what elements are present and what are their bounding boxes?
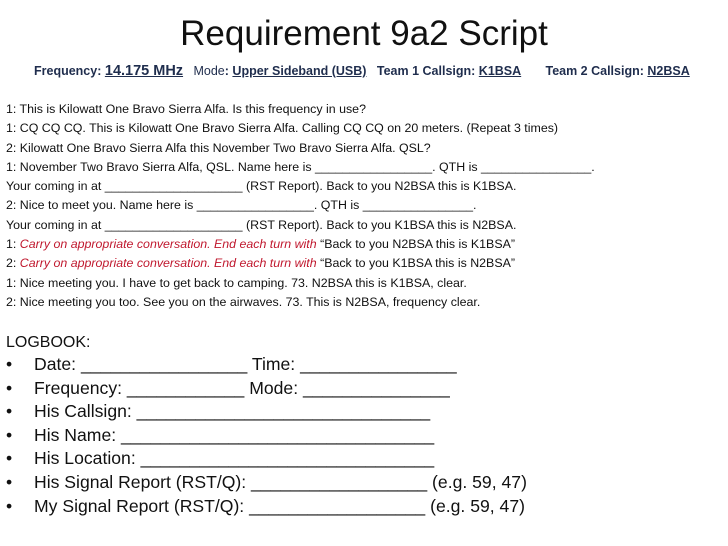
bullet-icon: • xyxy=(6,471,13,492)
script-line xyxy=(6,254,722,273)
frequency-header xyxy=(34,63,690,79)
script-line: Your coming in at ____________________ (RST Report). Back to you K1BSA this is N2BSA. xyxy=(6,217,517,232)
stage-direction: Carry on appropriate conversation. End each turn with xyxy=(19,256,321,271)
bullet-icon: • xyxy=(6,495,13,516)
logbook-heading: LOGBOOK: xyxy=(6,334,91,351)
speaker-prefix: 1: xyxy=(6,237,20,252)
script-line: 2: Nice meeting you too. See you on the airwaves. 73. This is N2BSA, frequency clear. xyxy=(6,294,481,309)
bullet-icon: • xyxy=(6,448,13,469)
script-lines xyxy=(6,100,722,312)
closing-phrase: “Back to you K1BSA this is N2BSA” xyxy=(320,256,515,271)
bullet-icon: • xyxy=(6,424,13,445)
frequency-value: 14.175 MHz xyxy=(104,63,184,79)
script-line xyxy=(6,235,722,254)
logbook-item-text: My Signal Report (RST/Q): __________________ (e.g. 59, 47) xyxy=(34,495,525,516)
team1-label: Team 1 Callsign: xyxy=(376,64,476,78)
bullet-icon: • xyxy=(6,401,13,422)
mode-value: Upper Sideband (USB) xyxy=(232,64,367,78)
logbook-item-text: Frequency: ____________ Mode: _______________ xyxy=(34,377,450,398)
mode-label: Mode xyxy=(193,64,225,78)
logbook-item xyxy=(6,471,527,495)
script-line: 2: Kilowatt One Bravo Sierra Alfa this November Two Bravo Sierra Alfa. QSL? xyxy=(6,140,431,155)
script-line: 1: This is Kilowatt One Bravo Sierra Alfa. Is this frequency in use? xyxy=(6,102,366,116)
bullet-icon: • xyxy=(6,377,13,398)
page-title: Requirement 9a2 Script xyxy=(180,14,548,53)
logbook-item-text: His Signal Report (RST/Q): __________________ (e.g. 59, 47) xyxy=(34,471,527,492)
mode-colon: : xyxy=(224,64,229,78)
speaker-prefix: 2: xyxy=(6,256,20,271)
team2-callsign: N2BSA xyxy=(647,64,690,78)
logbook-item-text: Date: _________________ Time: ________________ xyxy=(34,354,457,374)
logbook-list xyxy=(6,353,527,518)
logbook-item-text: His Name: ________________________________ xyxy=(34,424,435,445)
logbook-item-text: His Location: ______________________________ xyxy=(34,448,435,469)
frequency-label: Frequency: xyxy=(34,64,102,78)
team2-label: Team 2 Callsign: xyxy=(545,64,644,78)
team1-callsign: K1BSA xyxy=(478,64,522,78)
script-line: 2: Nice to meet you. Name here is _________________. QTH is ________________. xyxy=(6,198,477,213)
closing-phrase: “Back to you N2BSA this is K1BSA” xyxy=(320,237,515,252)
logbook-item xyxy=(6,400,527,424)
script-line: 1: November Two Bravo Sierra Alfa, QSL. Name here is _________________. QTH is ________________. xyxy=(6,159,595,174)
logbook-item xyxy=(6,353,527,377)
stage-direction: Carry on appropriate conversation. End each turn with xyxy=(19,237,321,252)
logbook-item xyxy=(6,377,527,401)
logbook-item xyxy=(6,447,527,471)
logbook-item xyxy=(6,424,527,448)
script-line: Your coming in at ____________________ (RST Report). Back to you N2BSA this is K1BSA. xyxy=(6,179,517,194)
bullet-icon: • xyxy=(6,354,13,374)
script-line: 1: Nice meeting you. I have to get back to camping. 73. N2BSA this is K1BSA, clear. xyxy=(6,275,467,290)
script-line: 1: CQ CQ CQ. This is Kilowatt One Bravo Sierra Alfa. Calling CQ CQ on 20 meters. (Repeat 3 times) xyxy=(6,121,559,136)
logbook-item xyxy=(6,495,527,519)
logbook-item-text: His Callsign: ______________________________ xyxy=(34,401,431,422)
